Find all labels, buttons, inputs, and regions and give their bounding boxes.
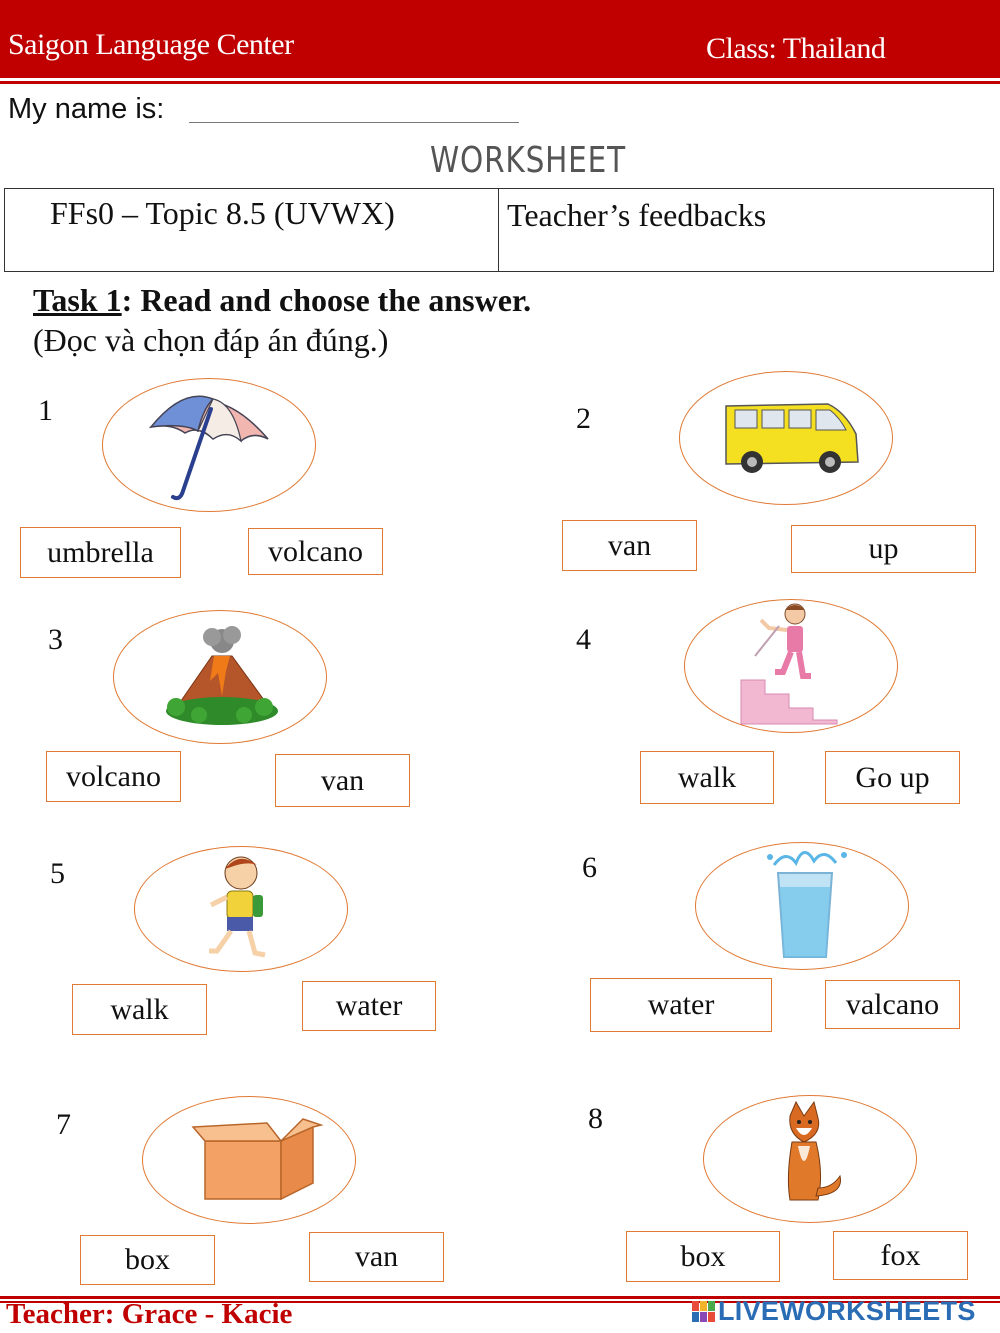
go-up-stairs-icon: [685, 600, 899, 734]
question-number: 1: [38, 394, 53, 427]
answer-option[interactable]: van: [309, 1232, 444, 1282]
picture-oval: [679, 371, 893, 505]
answer-option[interactable]: volcano: [248, 528, 383, 575]
answer-option[interactable]: box: [626, 1231, 780, 1282]
teacher-name: Teacher: Grace - Kacie: [6, 1298, 293, 1330]
topic-cell: FFs0 – Topic 8.5 (UVWX): [50, 195, 395, 231]
liveworksheets-logo[interactable]: [692, 1296, 976, 1327]
volcano-icon: [114, 611, 328, 745]
box-icon: [143, 1097, 357, 1225]
picture-oval: [703, 1095, 917, 1223]
task-title: [33, 282, 531, 319]
worksheet-title: WORKSHEET: [430, 140, 626, 181]
walking-boy-icon: [135, 847, 349, 973]
answer-option[interactable]: walk: [640, 751, 774, 804]
answer-option[interactable]: valcano: [825, 980, 960, 1029]
answer-option[interactable]: up: [791, 525, 976, 573]
answer-option[interactable]: van: [562, 520, 697, 571]
answer-option[interactable]: water: [302, 981, 436, 1031]
question-number: 4: [576, 623, 591, 656]
info-table-divider: [498, 188, 499, 272]
answer-option[interactable]: umbrella: [20, 527, 181, 578]
liveworksheets-logo-icon: [692, 1299, 716, 1325]
fox-icon: [704, 1096, 918, 1224]
picture-oval: [695, 842, 909, 970]
picture-oval: [684, 599, 898, 733]
picture-oval: [134, 846, 348, 972]
feedback-cell: Teacher’s feedbacks: [507, 197, 767, 233]
question-number: 7: [56, 1108, 71, 1141]
answer-option[interactable]: fox: [833, 1231, 968, 1280]
answer-option[interactable]: volcano: [46, 751, 181, 802]
task-label: Task 1: [33, 282, 122, 318]
task-subtitle: (Đọc và chọn đáp án đúng.): [33, 322, 389, 358]
task-instruction: : Read and choose the answer.: [121, 282, 532, 318]
answer-option[interactable]: walk: [72, 984, 207, 1035]
answer-option[interactable]: water: [590, 978, 772, 1032]
question-number: 8: [588, 1102, 603, 1135]
answer-option[interactable]: Go up: [825, 751, 960, 804]
name-label: My name is:: [8, 93, 165, 125]
school-name: Saigon Language Center: [8, 28, 294, 61]
answer-option[interactable]: van: [275, 754, 410, 807]
question-number: 6: [582, 851, 597, 884]
name-input-line[interactable]: [189, 122, 519, 123]
water-glass-icon: [696, 843, 910, 971]
liveworksheets-brand: LIVEWORKSHEETS: [718, 1296, 976, 1326]
class-label: Class: Thailand: [706, 32, 886, 65]
header-divider: [0, 81, 1000, 84]
umbrella-icon: [103, 379, 317, 513]
question-number: 2: [576, 402, 591, 435]
van-icon: [680, 372, 894, 506]
picture-oval: [113, 610, 327, 744]
picture-oval: [142, 1096, 356, 1224]
picture-oval: [102, 378, 316, 512]
question-number: 5: [50, 857, 65, 890]
answer-option[interactable]: box: [80, 1235, 215, 1285]
question-number: 3: [48, 623, 63, 656]
